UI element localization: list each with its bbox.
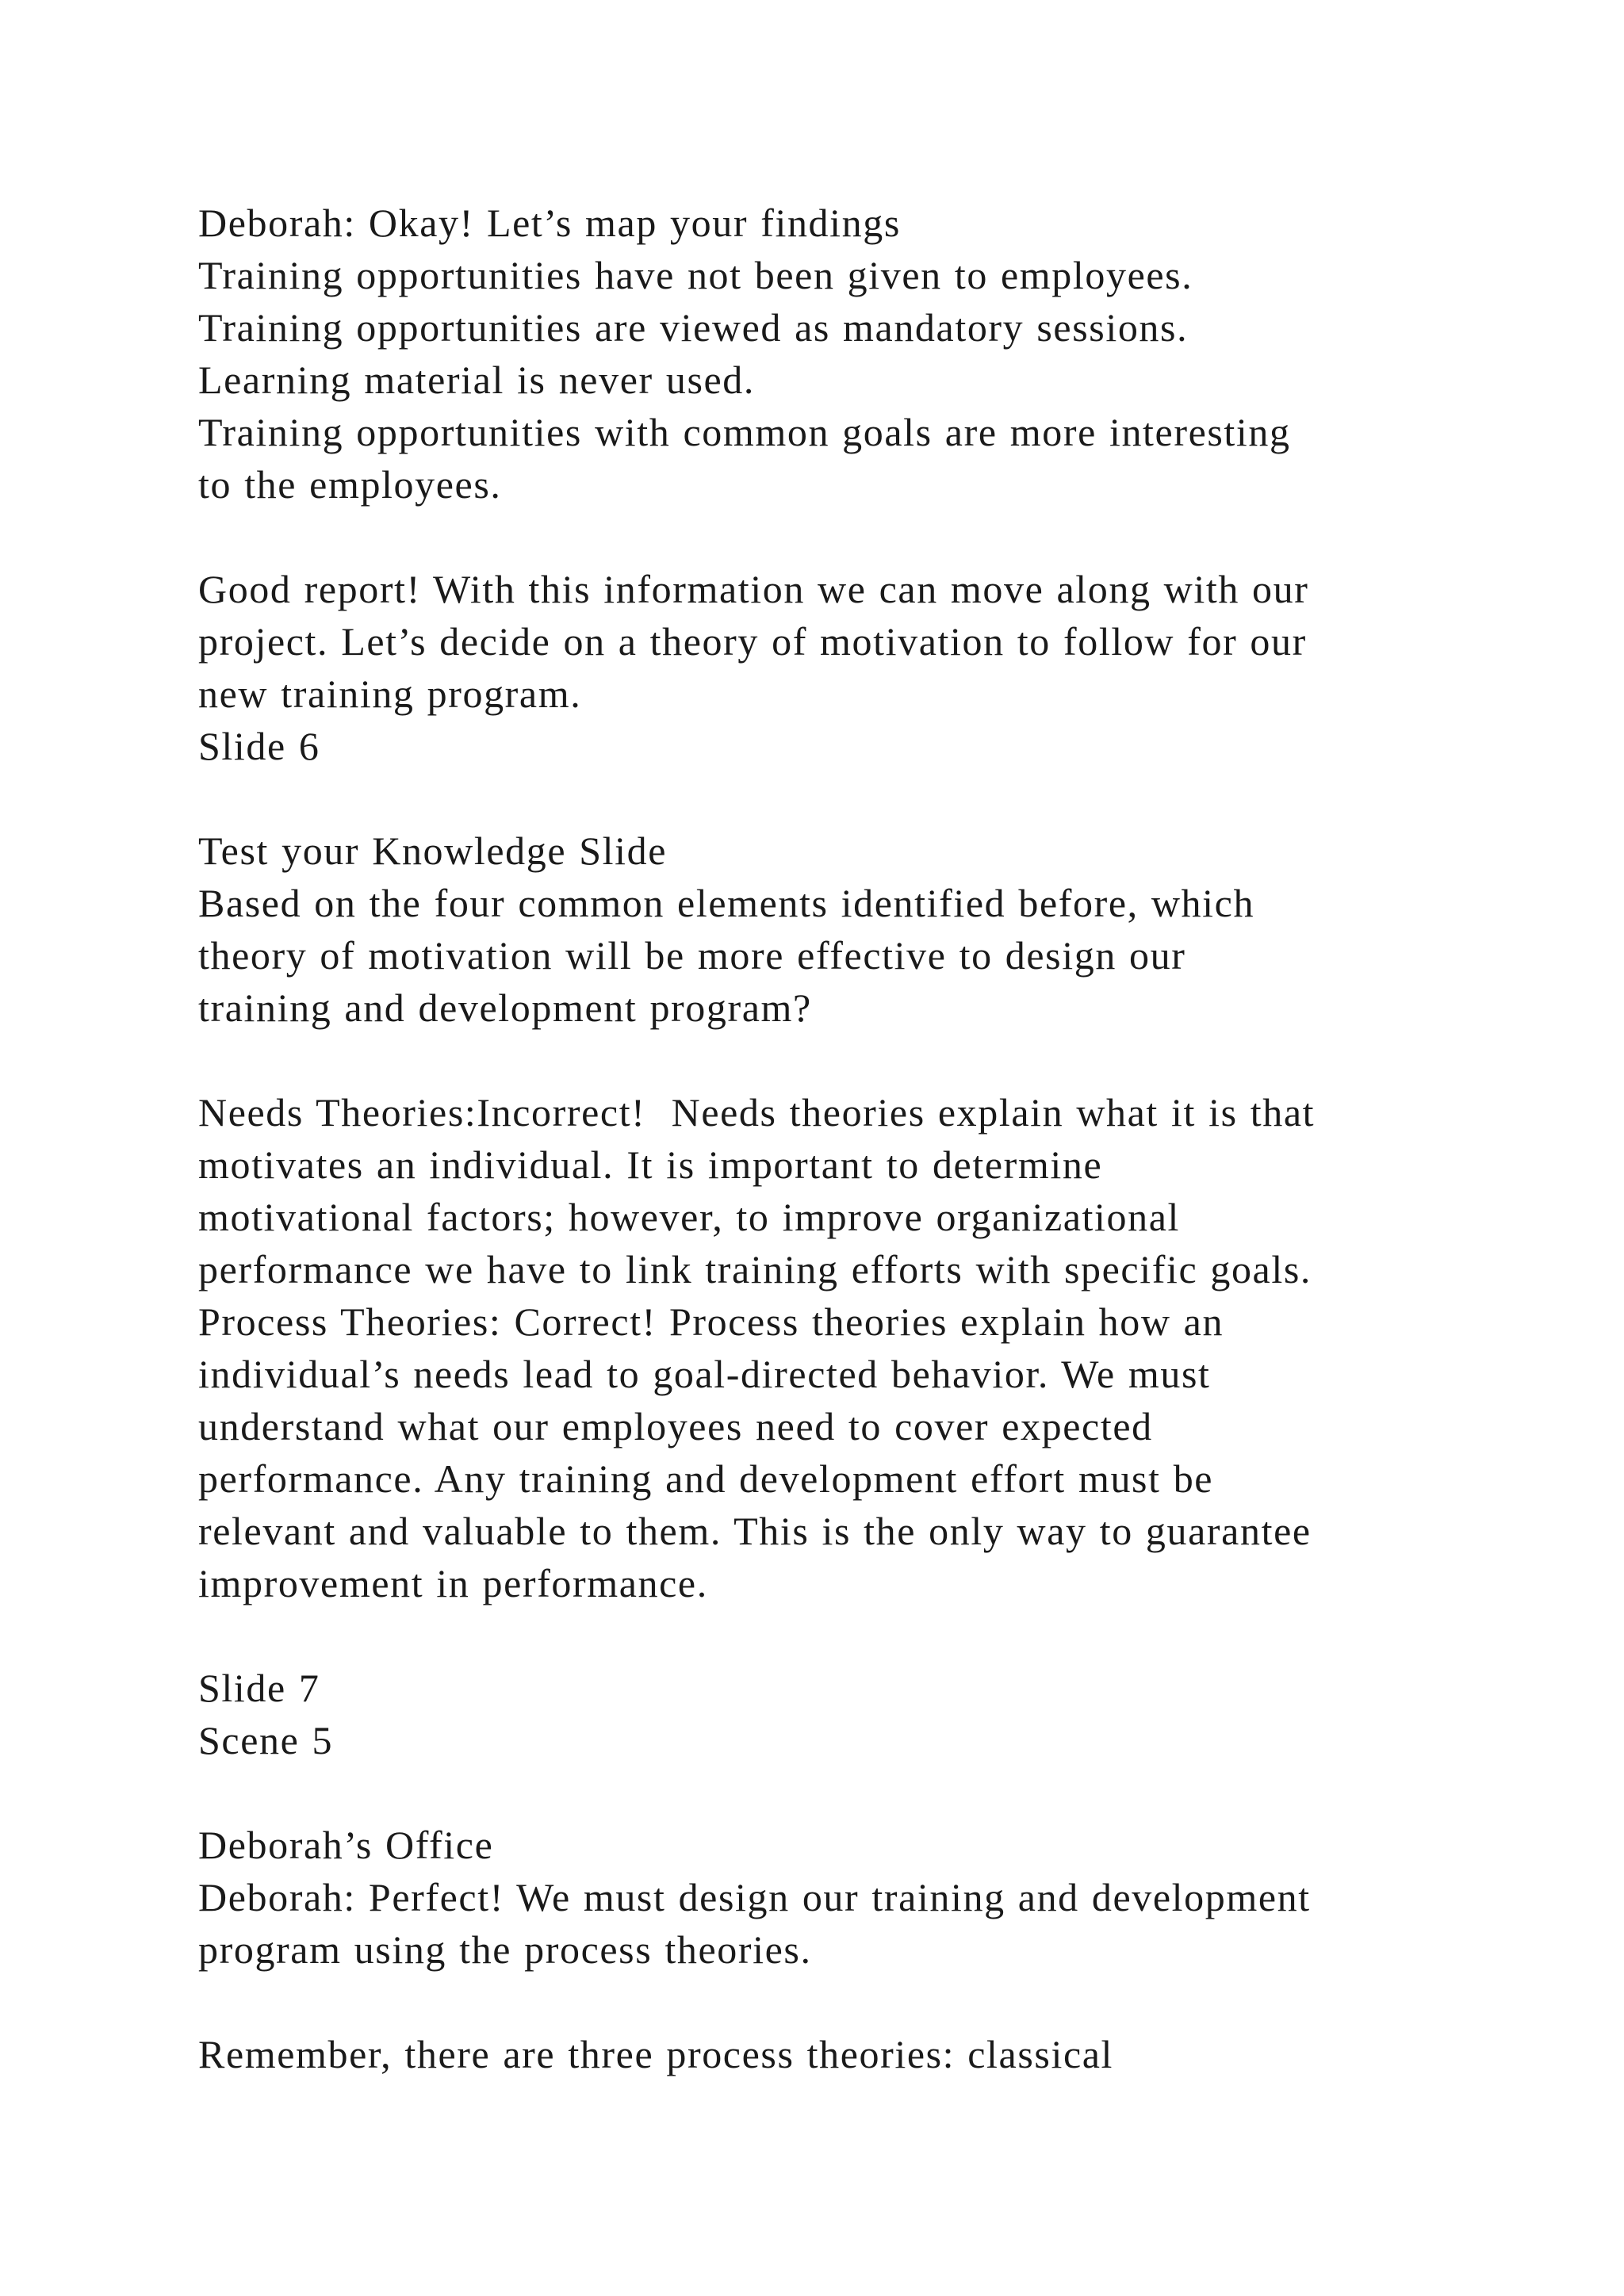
text-line: Training opportunities with common goals are more interesting: [198, 410, 1291, 454]
text-line: Good report! With this information we can move along with our: [198, 567, 1309, 611]
text-line: Remember, there are three process theories: classical: [198, 2032, 1114, 2076]
text-line: Deborah: Okay! Let’s map your findings: [198, 201, 901, 245]
text-line: Training opportunities are viewed as mandatory sessions.: [198, 305, 1189, 350]
text-line: performance. Any training and development effort must be: [198, 1456, 1214, 1501]
text-line: motivates an individual. It is important to determine: [198, 1142, 1103, 1187]
text-line: Training opportunities have not been given to employees.: [198, 253, 1193, 297]
text-line: performance we have to link training efforts with specific goals.: [198, 1247, 1312, 1292]
text-line: training and development program?: [198, 985, 812, 1030]
text-line: understand what our employees need to cover expected: [198, 1404, 1153, 1448]
text-line: to the employees.: [198, 462, 502, 507]
text-line: Needs Theories:Incorrect! Needs theories explain what it is that: [198, 1090, 1316, 1135]
blank-line: [198, 1976, 1499, 2028]
blank-line: [198, 1034, 1499, 1086]
text-line: new training program.: [198, 672, 582, 716]
text-line: theory of motivation will be more effective to design our: [198, 933, 1186, 978]
text-line: Slide 7: [198, 1666, 320, 1710]
text-line: motivational factors; however, to improve organizational: [198, 1195, 1181, 1239]
text-line: Learning material is never used.: [198, 358, 755, 402]
text-line: Based on the four common elements identified before, which: [198, 881, 1255, 925]
text-line: Deborah: Perfect! We must design our training and development: [198, 1875, 1311, 1919]
text-line: individual’s needs lead to goal-directed behavior. We must: [198, 1352, 1211, 1396]
text-line: Deborah’s Office: [198, 1823, 494, 1867]
text-line: improvement in performance.: [198, 1561, 708, 1605]
text-line: relevant and valuable to them. This is the only way to guarantee: [198, 1509, 1312, 1553]
document-body: [198, 197, 1499, 2080]
text-line: Scene 5: [198, 1718, 334, 1762]
text-line: Test your Knowledge Slide: [198, 828, 668, 873]
text-line: Process Theories: Correct! Process theories explain how an: [198, 1299, 1224, 1344]
blank-line: [198, 1609, 1499, 1662]
text-line: project. Let’s decide on a theory of motivation to follow for our: [198, 619, 1307, 664]
text-line: program using the process theories.: [198, 1927, 812, 1972]
blank-line: [198, 1766, 1499, 1819]
blank-line: [198, 772, 1499, 825]
text-line: Slide 6: [198, 724, 320, 768]
blank-line: [198, 511, 1499, 563]
